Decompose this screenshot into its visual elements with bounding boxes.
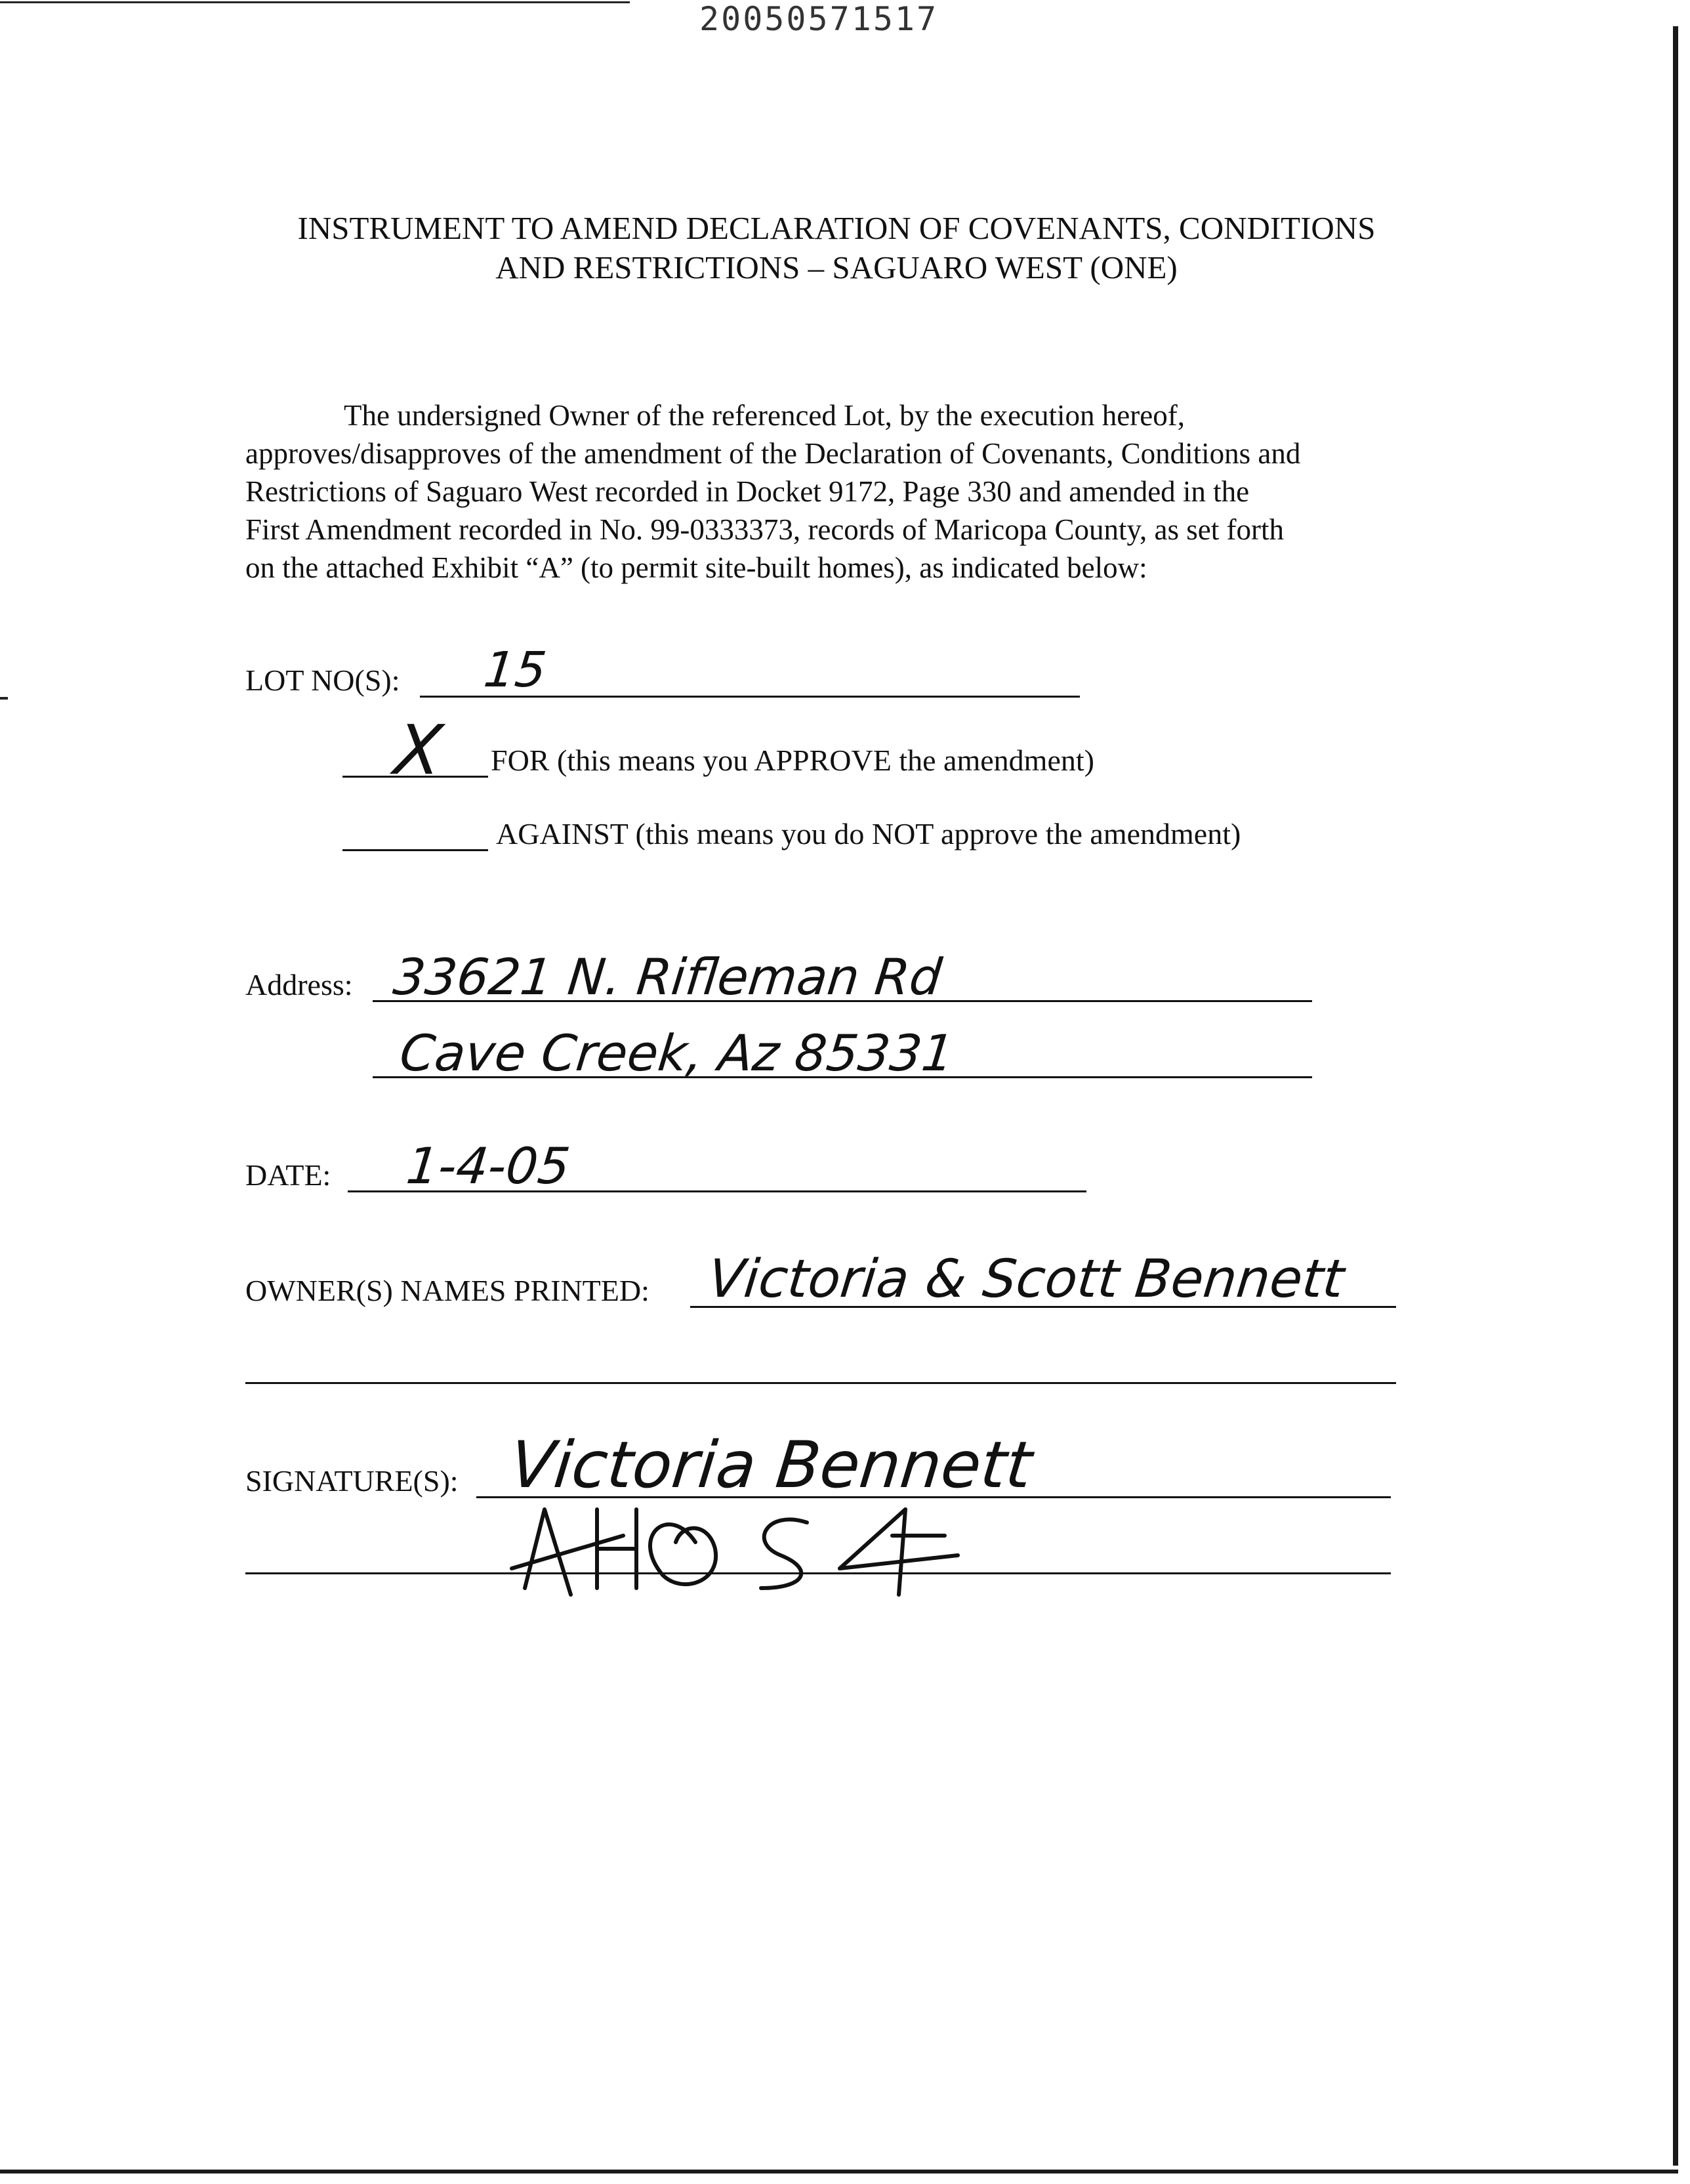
against-option-label: AGAINST (this means you do NOT approve the amendment) [496,817,1241,850]
for-checkmark[interactable]: X [390,710,446,790]
body-line: on the attached Exhibit “A” (to permit site-built homes), as indicated below: [245,551,1147,584]
body-paragraph [245,396,1426,587]
address-line-1-value[interactable]: 33621 N. Rifleman Rd [390,948,945,1006]
for-option-label: FOR (this means you APPROVE the amendment) [491,744,1094,777]
body-line: approves/disapproves of the amendment of the Declaration of Covenants, Conditions and [245,437,1301,470]
lot-value[interactable]: 15 [481,642,549,698]
body-line: The undersigned Owner of the referenced Lot, by the execution hereof, [344,399,1185,432]
signature-1[interactable]: Victoria Bennett [506,1428,1036,1503]
owners-value[interactable]: Victoria & Scott Bennett [705,1248,1347,1309]
owners-label: OWNER(S) NAMES PRINTED: [245,1274,649,1307]
owners-field-line-2 [245,1382,1396,1384]
document-title-line-2: AND RESTRICTIONS – SAGUARO WEST (ONE) [495,249,1178,285]
against-field-line [342,849,488,851]
date-value[interactable]: 1-4-05 [403,1137,573,1195]
document-title-line-1: INSTRUMENT TO AMEND DECLARATION OF COVENANTS, CONDITIONS [297,210,1376,246]
lot-label: LOT NO(S): [245,663,400,697]
body-line: First Amendment recorded in No. 99-0333373, records of Maricopa County, as set forth [245,513,1284,546]
address-line-2-value[interactable]: Cave Creek, Az 85331 [397,1024,957,1082]
body-line: Restrictions of Saguaro West recorded in Docket 9172, Page 330 and amended in the [245,475,1250,508]
signatures-label: SIGNATURE(S): [245,1464,459,1498]
scan-top-rule [0,1,630,3]
recording-number: 20050571517 [699,0,939,38]
address-label: Address: [245,968,353,1001]
scan-right-border [1673,26,1678,2166]
signature-2-scribble[interactable] [499,1496,997,1601]
scan-left-mark [0,697,8,700]
date-label: DATE: [245,1158,331,1192]
scan-bottom-border [0,2170,1678,2174]
